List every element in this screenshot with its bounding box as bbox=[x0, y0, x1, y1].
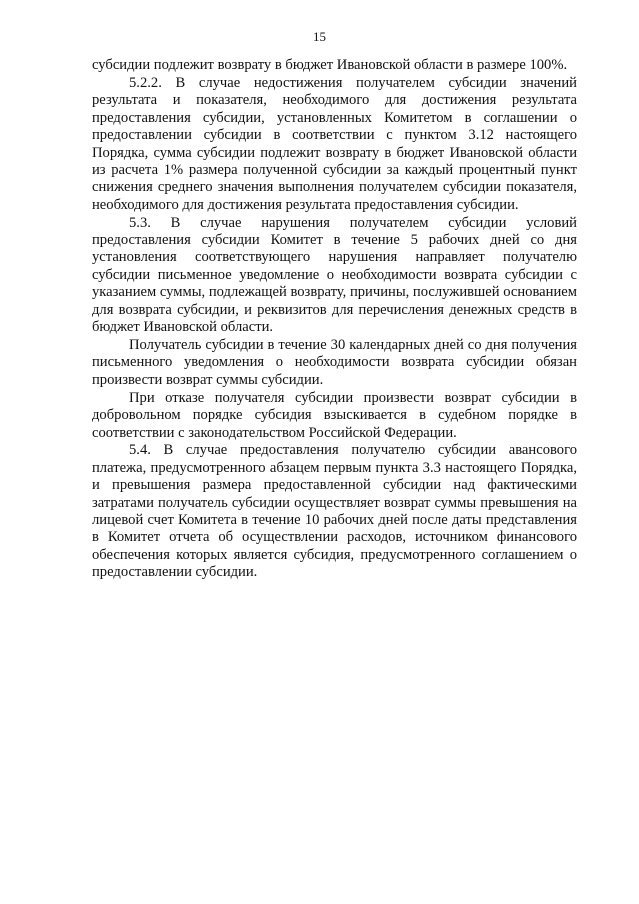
paragraph-5-4: 5.4. В случае предоставления получателю субсидии авансового платежа, предусмотренного абзацем первым пункта 3.3 настоящего Порядка, и превышения размера предоставленной субсидии над фактическими затратами получатель субсидии осуществляет возврат суммы превышения на лицевой счет Комитета в течение 10 рабочих дней после даты представления в Комитет отчета об осуществлении расходов, источником финансового обеспечения которых является субсидия, предусмотренного соглашением о предоставлении субсидии. bbox=[92, 442, 577, 581]
paragraph-refund-deadline: Получатель субсидии в течение 30 календарных дней со дня получения письменного уведомления о необходимости возврата субсидии обязан произвести возврат суммы субсидии. bbox=[92, 337, 577, 388]
paragraph-5-3: 5.3. В случае нарушения получателем субсидии условий предоставления субсидии Комитет в течение 5 рабочих дней со дня установления соответствующего нарушения направляет получателю субсидии письменное уведомление о необходимости возврата субсидии с указанием суммы, подлежащей возврату, причины, послужившей основанием для возврата субсидии, и реквизитов для перечисления денежных средств в бюджет Ивановской области. bbox=[92, 214, 577, 336]
paragraph-refusal-recovery: При отказе получателя субсидии произвести возврат субсидии в добровольном порядке субсидия взыскивается в судебном порядке в соответствии с законодательством Российской Федерации. bbox=[92, 389, 577, 441]
paragraph-5-2-2: 5.2.2. В случае недостижения получателем субсидии значений результата и показателя, необходимого для достижения результата предоставления субсидии, установленных Комитетом в соглашении о предоставлении субсидии в соответствии с пунктом 3.12 настоящего Порядка, сумма субсидии подлежит возврату в бюджет Ивановской области из расчета 1% размера полученной субсидии за каждый процентный пункт снижения среднего значения выполнения получателем субсидии показателя, необходимого для достижения результата предоставления субсидии. bbox=[92, 74, 577, 213]
document-body bbox=[92, 57, 577, 582]
paragraph-continuation: субсидии подлежит возврату в бюджет Ивановской области в размере 100%. bbox=[92, 57, 568, 73]
page-number: 15 bbox=[313, 29, 326, 44]
